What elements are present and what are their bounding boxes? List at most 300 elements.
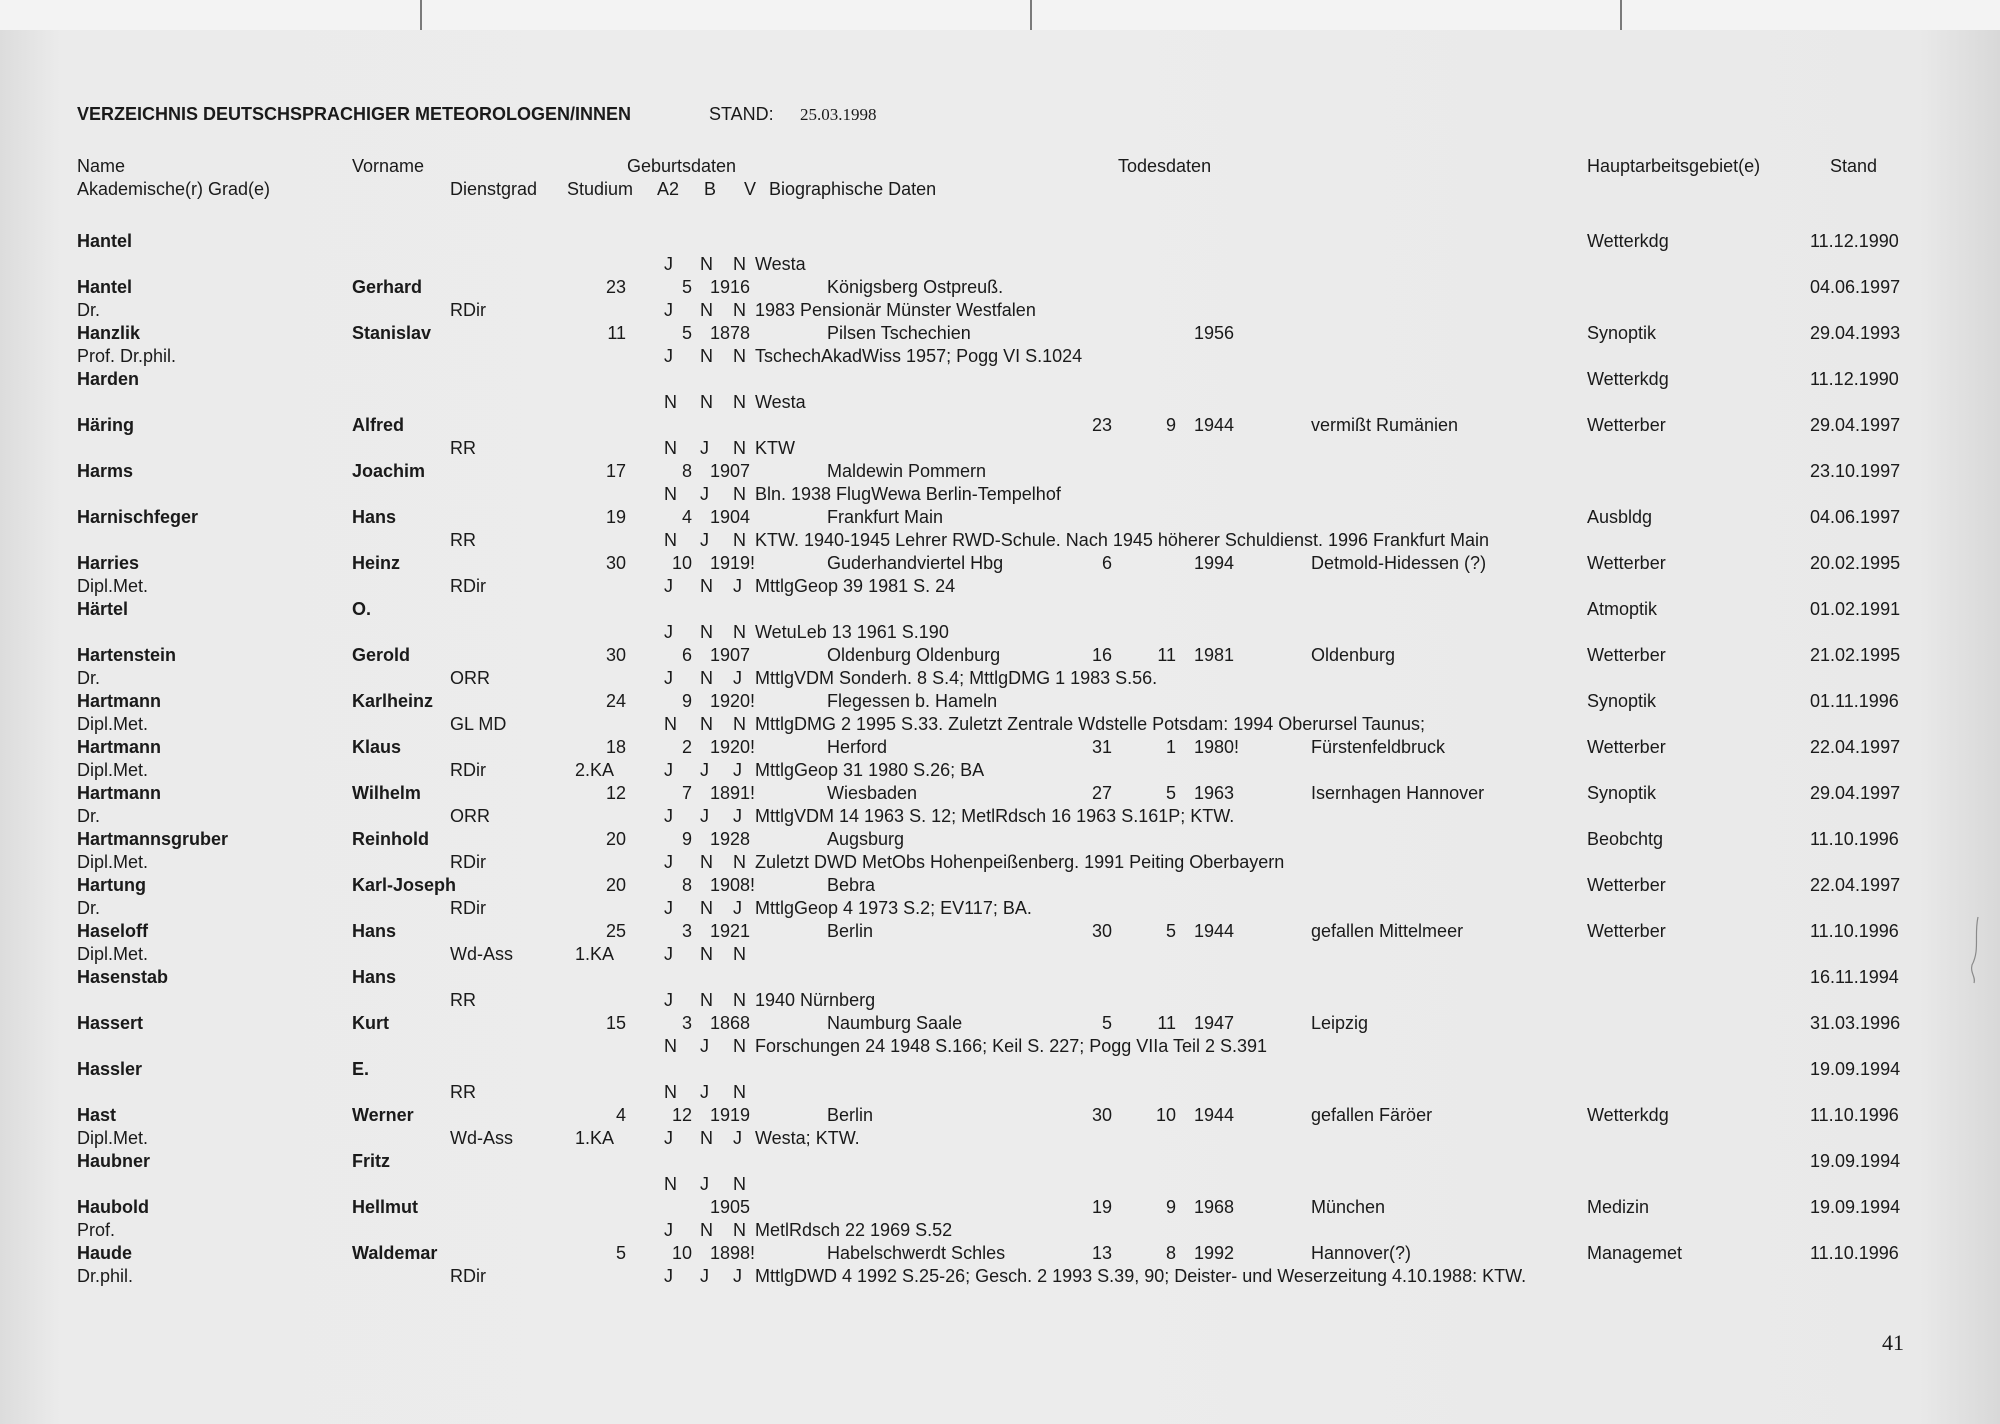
- record-a2: N: [664, 1082, 677, 1102]
- record-a2: J: [664, 852, 673, 872]
- record-stand: 29.04.1997: [1810, 783, 1901, 803]
- record-geb-ort: Flegessen b. Hameln: [827, 691, 998, 711]
- record-tod-jahr: 1981: [1194, 645, 1235, 665]
- record-geb-jahr: 1908!: [710, 875, 756, 895]
- record-tod-mon: 9: [1165, 415, 1176, 435]
- record-tod-tag: 23: [1091, 415, 1112, 435]
- record-bio: KTW. 1940-1945 Lehrer RWD-Schule. Nach 1945 höherer Schuldienst. 1996 Frankfurt Main: [755, 530, 1490, 550]
- record-vorname: Gerhard: [352, 277, 423, 297]
- record-tod-jahr: 1968: [1194, 1197, 1235, 1217]
- record-a2: N: [664, 392, 677, 412]
- record-name: Hartung: [77, 875, 146, 895]
- record-a2: N: [664, 714, 677, 734]
- record-a2: J: [664, 668, 673, 688]
- col-header-hauptarbeitsgebiet: Hauptarbeitsgebiet(e): [1587, 156, 1761, 176]
- record-geb-tag: 18: [605, 737, 626, 757]
- record-gebiet: Wetterber: [1587, 645, 1666, 665]
- record-b: N: [700, 300, 713, 320]
- record-studium: 2.KA: [575, 760, 615, 780]
- record-geb-jahr: 1898!: [710, 1243, 756, 1263]
- record-geb-mon: 3: [681, 921, 692, 941]
- record-stand: 11.10.1996: [1810, 1243, 1899, 1263]
- record-tod-ort: Detmold-Hidessen (?): [1311, 553, 1487, 573]
- record-gebiet: Synoptik: [1587, 691, 1657, 711]
- record-vorname: Heinz: [352, 553, 401, 573]
- record-name: Haseloff: [77, 921, 149, 941]
- record-geb-jahr: 1920!: [710, 691, 756, 711]
- record-a2: J: [664, 898, 673, 918]
- record-a2: N: [664, 438, 677, 458]
- record-v: J: [733, 668, 742, 688]
- record-gebiet: Medizin: [1587, 1197, 1650, 1217]
- record-tod-mon: 5: [1165, 783, 1176, 803]
- record-stand: 19.09.1994: [1810, 1151, 1901, 1171]
- record-b: J: [700, 760, 709, 780]
- record-tod-mon: 5: [1165, 921, 1176, 941]
- col-header-a2: A2: [657, 179, 680, 199]
- record-v: N: [733, 254, 746, 274]
- record-grad: Dr.: [77, 806, 101, 826]
- record-geb-jahr: 1916: [710, 277, 751, 297]
- record-v: N: [733, 438, 746, 458]
- record-bio: MttlgDWD 4 1992 S.25-26; Gesch. 2 1993 S.39, 90; Deister- und Weserzeitung 4.10.1988: KTW.: [755, 1266, 1527, 1286]
- record-studium: 1.KA: [575, 1128, 615, 1148]
- record-name: Harnischfeger: [77, 507, 199, 527]
- record-b: N: [700, 576, 713, 596]
- record-vorname: Werner: [352, 1105, 414, 1125]
- record-geb-ort: Herford: [827, 737, 888, 757]
- record-v: N: [733, 990, 746, 1010]
- record-grad: Dr.: [77, 668, 101, 688]
- record-stand: 29.04.1997: [1810, 415, 1901, 435]
- record-geb-tag: 15: [605, 1013, 626, 1033]
- record-grad: Dipl.Met.: [77, 576, 149, 596]
- record-a2: J: [664, 622, 673, 642]
- record-dienstgrad: Wd-Ass: [450, 944, 513, 964]
- record-b: N: [700, 346, 713, 366]
- record-b: J: [700, 1082, 709, 1102]
- record-geb-mon: 10: [671, 1243, 692, 1263]
- record-b: J: [700, 438, 709, 458]
- record-geb-mon: 9: [681, 829, 692, 849]
- record-a2: J: [664, 990, 673, 1010]
- record-b: N: [700, 254, 713, 274]
- record-stand: 11.10.1996: [1810, 1105, 1899, 1125]
- record-b: J: [700, 806, 709, 826]
- record-v: J: [733, 576, 742, 596]
- record-stand: 11.12.1990: [1810, 231, 1899, 251]
- record-tod-jahr: 1944: [1194, 415, 1235, 435]
- record-geb-ort: Habelschwerdt Schles: [827, 1243, 1006, 1263]
- record-name: Haubner: [77, 1151, 151, 1171]
- record-geb-tag: 25: [605, 921, 626, 941]
- record-dienstgrad: RR: [450, 1082, 476, 1102]
- record-geb-tag: 20: [605, 875, 626, 895]
- record-tod-jahr: 1963: [1194, 783, 1235, 803]
- record-b: J: [700, 1174, 709, 1194]
- record-tod-tag: 31: [1091, 737, 1112, 757]
- record-dienstgrad: RDir: [450, 760, 486, 780]
- record-bio: MetlRdsch 22 1969 S.52: [755, 1220, 953, 1240]
- record-tod-ort: Isernhagen Hannover: [1311, 783, 1485, 803]
- record-grad: Dr.: [77, 898, 101, 918]
- record-geb-jahr: 1920!: [710, 737, 756, 757]
- record-geb-tag: 5: [615, 1243, 626, 1263]
- record-geb-ort: Berlin: [827, 921, 874, 941]
- record-geb-mon: 10: [671, 553, 692, 573]
- record-grad: Dipl.Met.: [77, 760, 149, 780]
- record-gebiet: Wetterber: [1587, 737, 1666, 757]
- record-stand: 11.10.1996: [1810, 829, 1899, 849]
- record-gebiet: Wetterkdg: [1587, 231, 1669, 251]
- record-tod-tag: 16: [1091, 645, 1112, 665]
- record-geb-mon: 12: [671, 1105, 692, 1125]
- record-geb-ort: Frankfurt Main: [827, 507, 944, 527]
- record-v: N: [733, 530, 746, 550]
- record-v: N: [733, 1036, 746, 1056]
- record-grad: Prof. Dr.phil.: [77, 346, 177, 366]
- record-dienstgrad: RDir: [450, 898, 486, 918]
- record-name: Hassert: [77, 1013, 144, 1033]
- record-a2: N: [664, 484, 677, 504]
- record-bio: WetuLeb 13 1961 S.190: [755, 622, 949, 642]
- record-geb-tag: 20: [605, 829, 626, 849]
- record-gebiet: Wetterkdg: [1587, 1105, 1669, 1125]
- record-gebiet: Wetterber: [1587, 415, 1666, 435]
- record-name: Haude: [77, 1243, 133, 1263]
- record-geb-mon: 6: [681, 645, 692, 665]
- record-v: J: [733, 898, 742, 918]
- record-tod-ort: Leipzig: [1311, 1013, 1369, 1033]
- record-a2: J: [664, 806, 673, 826]
- record-bio: KTW: [755, 438, 795, 458]
- record-bio: 1983 Pensionär Münster Westfalen: [755, 300, 1036, 320]
- col-header-dienstgrad: Dienstgrad: [450, 179, 538, 199]
- record-grad: Dr.phil.: [77, 1266, 134, 1286]
- record-geb-mon: 3: [681, 1013, 692, 1033]
- page-number: 41: [1882, 1330, 1904, 1355]
- record-vorname: Hans: [352, 921, 397, 941]
- col-header-todesdaten: Todesdaten: [1118, 156, 1212, 176]
- record-name: Hassler: [77, 1059, 143, 1079]
- record-tod-tag: 30: [1091, 1105, 1112, 1125]
- record-bio: Westa: [755, 392, 806, 412]
- record-geb-jahr: 1891!: [710, 783, 756, 803]
- record-stand: 21.02.1995: [1810, 645, 1901, 665]
- record-geb-tag: 17: [605, 461, 626, 481]
- record-tod-mon: 8: [1165, 1243, 1176, 1263]
- record-b: J: [700, 530, 709, 550]
- col-header-studium: Studium: [567, 179, 634, 199]
- record-v: N: [733, 1082, 746, 1102]
- record-geb-mon: 2: [681, 737, 692, 757]
- record-geb-mon: 4: [681, 507, 692, 527]
- record-gebiet: Wetterber: [1587, 921, 1666, 941]
- record-gebiet: Atmoptik: [1587, 599, 1658, 619]
- record-vorname: Karl-Joseph: [352, 875, 457, 895]
- record-geb-jahr: 1868: [710, 1013, 751, 1033]
- record-a2: J: [664, 576, 673, 596]
- col-header-vorname: Vorname: [352, 156, 425, 176]
- record-gebiet: Managemet: [1587, 1243, 1683, 1263]
- record-name: Hast: [77, 1105, 117, 1125]
- record-b: N: [700, 668, 713, 688]
- record-dienstgrad: GL MD: [450, 714, 507, 734]
- record-tod-tag: 6: [1101, 553, 1112, 573]
- record-v: J: [733, 1128, 742, 1148]
- record-tod-jahr: 1947: [1194, 1013, 1235, 1033]
- record-geb-tag: 12: [605, 783, 626, 803]
- record-stand: 29.04.1993: [1810, 323, 1901, 343]
- record-dienstgrad: RDir: [450, 852, 486, 872]
- record-geb-tag: 19: [605, 507, 626, 527]
- record-v: N: [733, 852, 746, 872]
- record-gebiet: Wetterkdg: [1587, 369, 1669, 389]
- record-v: N: [733, 622, 746, 642]
- record-geb-ort: Berlin: [827, 1105, 874, 1125]
- record-name: Hantel: [77, 277, 133, 297]
- record-b: N: [700, 714, 713, 734]
- record-vorname: Karlheinz: [352, 691, 434, 711]
- record-b: J: [700, 1266, 709, 1286]
- record-tod-jahr: 1956: [1194, 323, 1235, 343]
- record-tod-ort: Fürstenfeldbruck: [1311, 737, 1446, 757]
- record-name: Hartmannsgruber: [77, 829, 229, 849]
- record-grad: Dipl.Met.: [77, 1128, 149, 1148]
- record-name: Hartmann: [77, 737, 162, 757]
- col-header-geburtsdaten: Geburtsdaten: [627, 156, 737, 176]
- record-bio: MttlgDMG 2 1995 S.33. Zuletzt Zentrale Wdstelle Potsdam: 1994 Oberursel Taunus;: [755, 714, 1425, 734]
- record-name: Härtel: [77, 599, 129, 619]
- record-stand: 16.11.1994: [1810, 967, 1899, 987]
- record-vorname: O.: [352, 599, 372, 619]
- record-bio: MttlgGeop 31 1980 S.26; BA: [755, 760, 985, 780]
- record-v: N: [733, 484, 746, 504]
- record-b: N: [700, 852, 713, 872]
- record-vorname: Wilhelm: [352, 783, 421, 803]
- record-geb-ort: Pilsen Tschechien: [827, 323, 971, 343]
- record-vorname: Hans: [352, 967, 397, 987]
- record-a2: J: [664, 1220, 673, 1240]
- record-bio: Westa; KTW.: [755, 1128, 860, 1148]
- record-b: N: [700, 898, 713, 918]
- record-stand: 20.02.1995: [1810, 553, 1901, 573]
- record-bio: MttlgVDM 14 1963 S. 12; MetlRdsch 16 1963 S.161P; KTW.: [755, 806, 1235, 826]
- record-a2: J: [664, 760, 673, 780]
- record-dienstgrad: RR: [450, 438, 476, 458]
- record-stand: 04.06.1997: [1810, 277, 1901, 297]
- record-geb-ort: Königsberg Ostpreuß.: [827, 277, 1004, 297]
- record-bio: MttlgGeop 39 1981 S. 24: [755, 576, 956, 596]
- col-header-akad-grad: Akademische(r) Grad(e): [77, 179, 271, 199]
- record-a2: J: [664, 254, 673, 274]
- record-gebiet: Ausbldg: [1587, 507, 1653, 527]
- record-tod-tag: 5: [1101, 1013, 1112, 1033]
- record-geb-mon: 5: [681, 277, 692, 297]
- record-vorname: Reinhold: [352, 829, 429, 849]
- record-tod-tag: 13: [1091, 1243, 1112, 1263]
- record-stand: 11.12.1990: [1810, 369, 1899, 389]
- record-name: Häring: [77, 415, 135, 435]
- record-name: Harden: [77, 369, 140, 389]
- record-v: J: [733, 760, 742, 780]
- record-v: N: [733, 300, 746, 320]
- record-a2: N: [664, 1174, 677, 1194]
- record-geb-jahr: 1907: [710, 645, 751, 665]
- record-v: N: [733, 346, 746, 366]
- record-b: N: [700, 1128, 713, 1148]
- record-tod-ort: vermißt Rumänien: [1311, 415, 1459, 435]
- record-dienstgrad: Wd-Ass: [450, 1128, 513, 1148]
- record-geb-ort: Bebra: [827, 875, 876, 895]
- col-header-b: B: [704, 179, 717, 199]
- record-bio: Zuletzt DWD MetObs Hohenpeißenberg. 1991 Peiting Oberbayern: [755, 852, 1285, 872]
- col-header-stand: Stand: [1830, 156, 1878, 176]
- record-gebiet: Beobchtg: [1587, 829, 1664, 849]
- record-dienstgrad: RDir: [450, 576, 486, 596]
- record-b: J: [700, 484, 709, 504]
- record-name: Hantel: [77, 231, 133, 251]
- record-bio: Westa: [755, 254, 806, 274]
- record-stand: 11.10.1996: [1810, 921, 1899, 941]
- record-geb-tag: 30: [605, 645, 626, 665]
- record-geb-ort: Oldenburg Oldenburg: [827, 645, 1001, 665]
- record-grad: Dipl.Met.: [77, 852, 149, 872]
- record-tod-tag: 30: [1091, 921, 1112, 941]
- record-vorname: Klaus: [352, 737, 402, 757]
- record-tod-ort: Hannover(?): [1311, 1243, 1412, 1263]
- stand-label: STAND:: [709, 104, 774, 124]
- record-gebiet: Wetterber: [1587, 875, 1666, 895]
- record-v: N: [733, 714, 746, 734]
- record-geb-tag: 11: [607, 323, 626, 343]
- record-a2: J: [664, 1128, 673, 1148]
- record-v: N: [733, 392, 746, 412]
- record-tod-jahr: 1944: [1194, 921, 1235, 941]
- record-stand: 23.10.1997: [1810, 461, 1901, 481]
- record-geb-jahr: 1919: [710, 1105, 751, 1125]
- record-name: Haubold: [77, 1197, 149, 1217]
- record-name: Harries: [77, 553, 140, 573]
- record-b: N: [700, 392, 713, 412]
- record-a2: J: [664, 1266, 673, 1286]
- record-gebiet: Synoptik: [1587, 783, 1657, 803]
- record-dienstgrad: RR: [450, 530, 476, 550]
- record-geb-jahr: 1919!: [710, 553, 756, 573]
- record-v: N: [733, 1220, 746, 1240]
- record-name: Hartmann: [77, 783, 162, 803]
- record-geb-mon: 5: [681, 323, 692, 343]
- record-geb-mon: 8: [681, 461, 692, 481]
- record-geb-ort: Guderhandviertel Hbg: [827, 553, 1004, 573]
- record-tod-ort: Oldenburg: [1311, 645, 1396, 665]
- record-geb-ort: Wiesbaden: [827, 783, 918, 803]
- col-header-bio: Biographische Daten: [769, 179, 937, 199]
- record-stand: 19.09.1994: [1810, 1059, 1901, 1079]
- record-tod-mon: 10: [1155, 1105, 1176, 1125]
- record-stand: 01.02.1991: [1810, 599, 1901, 619]
- record-geb-ort: Naumburg Saale: [827, 1013, 963, 1033]
- record-v: J: [733, 1266, 742, 1286]
- record-vorname: Hellmut: [352, 1197, 419, 1217]
- record-stand: 31.03.1996: [1810, 1013, 1901, 1033]
- record-tod-jahr: 1992: [1194, 1243, 1235, 1263]
- record-stand: 22.04.1997: [1810, 737, 1901, 757]
- record-v: N: [733, 944, 746, 964]
- record-geb-jahr: 1921: [710, 921, 751, 941]
- record-gebiet: Synoptik: [1587, 323, 1657, 343]
- record-a2: J: [664, 944, 673, 964]
- col-header-v: V: [744, 179, 757, 199]
- record-geb-mon: 7: [681, 783, 692, 803]
- record-bio: MttlgVDM Sonderh. 8 S.4; MttlgDMG 1 1983 S.56.: [755, 668, 1158, 688]
- record-tod-ort: gefallen Mittelmeer: [1311, 921, 1464, 941]
- record-vorname: Fritz: [352, 1151, 390, 1171]
- record-tod-jahr: 1944: [1194, 1105, 1235, 1125]
- record-stand: 04.06.1997: [1810, 507, 1901, 527]
- record-b: N: [700, 1220, 713, 1240]
- record-b: N: [700, 990, 713, 1010]
- record-geb-tag: 23: [605, 277, 626, 297]
- record-a2: J: [664, 300, 673, 320]
- record-stand: 22.04.1997: [1810, 875, 1901, 895]
- record-geb-jahr: 1905: [710, 1197, 751, 1217]
- record-name: Hartmann: [77, 691, 162, 711]
- record-geb-mon: 8: [681, 875, 692, 895]
- record-geb-jahr: 1928: [710, 829, 751, 849]
- record-bio: Forschungen 24 1948 S.166; Keil S. 227; Pogg VIIa Teil 2 S.391: [755, 1036, 1268, 1056]
- record-a2: N: [664, 1036, 677, 1056]
- record-geb-jahr: 1878: [710, 323, 751, 343]
- record-vorname: Gerold: [352, 645, 411, 665]
- record-bio: 1940 Nürnberg: [755, 990, 876, 1010]
- record-bio: MttlgGeop 4 1973 S.2; EV117; BA.: [755, 898, 1032, 918]
- record-name: Hasenstab: [77, 967, 169, 987]
- record-grad: Dipl.Met.: [77, 944, 149, 964]
- record-dienstgrad: ORR: [450, 806, 490, 826]
- record-geb-ort: Augsburg: [827, 829, 905, 849]
- record-bio: Bln. 1938 FlugWewa Berlin-Tempelhof: [755, 484, 1061, 504]
- record-name: Harms: [77, 461, 134, 481]
- record-b: N: [700, 622, 713, 642]
- record-vorname: Hans: [352, 507, 397, 527]
- document-title: VERZEICHNIS DEUTSCHSPRACHIGER METEOROLOGEN/INNEN: [77, 104, 632, 124]
- record-tod-ort: gefallen Färöer: [1311, 1105, 1433, 1125]
- record-name: Hanzlik: [77, 323, 141, 343]
- stand-date: 25.03.1998: [800, 105, 877, 124]
- record-grad: Dipl.Met.: [77, 714, 149, 734]
- record-studium: 1.KA: [575, 944, 615, 964]
- record-vorname: E.: [352, 1059, 370, 1079]
- record-geb-tag: 24: [605, 691, 626, 711]
- record-vorname: Joachim: [352, 461, 426, 481]
- record-grad: Dr.: [77, 300, 101, 320]
- record-geb-tag: 4: [615, 1105, 626, 1125]
- record-dienstgrad: RDir: [450, 300, 486, 320]
- col-header-name: Name: [77, 156, 126, 176]
- record-vorname: Stanislav: [352, 323, 432, 343]
- record-grad: Prof.: [77, 1220, 116, 1240]
- record-dienstgrad: RR: [450, 990, 476, 1010]
- record-geb-jahr: 1904: [710, 507, 751, 527]
- record-geb-ort: Maldewin Pommern: [827, 461, 987, 481]
- record-stand: 01.11.1996: [1810, 691, 1899, 711]
- pencil-mark: [1968, 915, 1982, 985]
- record-tod-tag: 27: [1091, 783, 1112, 803]
- record-tod-jahr: 1994: [1194, 553, 1235, 573]
- record-tod-tag: 19: [1091, 1197, 1112, 1217]
- record-stand: 19.09.1994: [1810, 1197, 1901, 1217]
